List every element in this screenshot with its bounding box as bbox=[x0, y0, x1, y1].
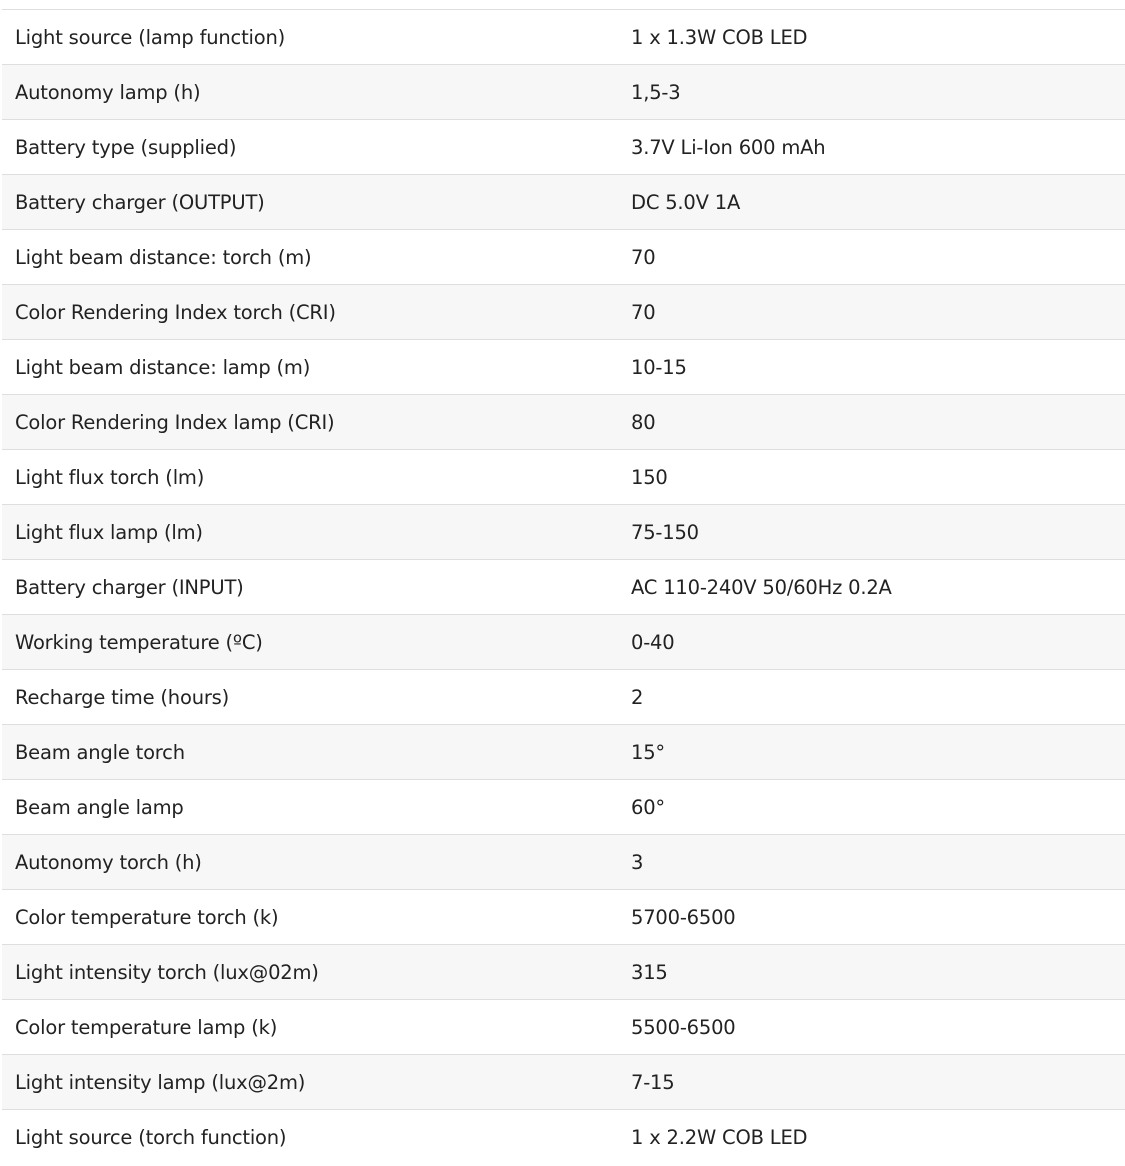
spec-label: Light source (lamp function) bbox=[15, 25, 286, 49]
spec-value: DC 5.0V 1A bbox=[631, 190, 741, 214]
spec-value: 7-15 bbox=[631, 1070, 675, 1094]
table-row bbox=[2, 9, 1125, 64]
spec-label: Beam angle torch bbox=[15, 740, 185, 764]
table-row bbox=[2, 119, 1125, 174]
spec-label: Beam angle lamp bbox=[15, 795, 184, 819]
spec-value: 5500-6500 bbox=[631, 1015, 736, 1039]
spec-label: Color temperature torch (k) bbox=[15, 905, 279, 929]
spec-label: Light beam distance: lamp (m) bbox=[15, 355, 311, 379]
table-row bbox=[2, 614, 1125, 669]
spec-value: 2 bbox=[631, 685, 644, 709]
spec-value: 3 bbox=[631, 850, 644, 874]
spec-value: 10-15 bbox=[631, 355, 687, 379]
table-row bbox=[2, 284, 1125, 339]
spec-value: 1 x 1.3W COB LED bbox=[631, 25, 808, 49]
table-row bbox=[2, 1109, 1125, 1164]
spec-label: Light intensity torch (lux@02m) bbox=[15, 960, 319, 984]
table-row bbox=[2, 834, 1125, 889]
spec-label: Battery charger (INPUT) bbox=[15, 575, 244, 599]
table-row bbox=[2, 64, 1125, 119]
spec-value: 150 bbox=[631, 465, 668, 489]
spec-label: Autonomy lamp (h) bbox=[15, 80, 201, 104]
spec-label: Light flux torch (lm) bbox=[15, 465, 205, 489]
table-row bbox=[2, 779, 1125, 834]
spec-value: 70 bbox=[631, 245, 656, 269]
spec-value: 1,5-3 bbox=[631, 80, 681, 104]
spec-label: Color temperature lamp (k) bbox=[15, 1015, 278, 1039]
table-row bbox=[2, 559, 1125, 614]
spec-value: 80 bbox=[631, 410, 656, 434]
spec-label: Light source (torch function) bbox=[15, 1125, 287, 1149]
spec-value: 15° bbox=[631, 740, 665, 764]
spec-label: Light intensity lamp (lux@2m) bbox=[15, 1070, 306, 1094]
table-row bbox=[2, 339, 1125, 394]
spec-label: Light flux lamp (lm) bbox=[15, 520, 203, 544]
table-row bbox=[2, 669, 1125, 724]
table-row bbox=[2, 1054, 1125, 1109]
spec-value: 315 bbox=[631, 960, 668, 984]
table-row bbox=[2, 889, 1125, 944]
table-row bbox=[2, 394, 1125, 449]
spec-label: Battery type (supplied) bbox=[15, 135, 237, 159]
spec-value: 0-40 bbox=[631, 630, 675, 654]
table-row bbox=[2, 449, 1125, 504]
spec-value: 70 bbox=[631, 300, 656, 324]
spec-label: Color Rendering Index torch (CRI) bbox=[15, 300, 336, 324]
spec-value: AC 110-240V 50/60Hz 0.2A bbox=[631, 575, 892, 599]
table-row bbox=[2, 504, 1125, 559]
spec-label: Battery charger (OUTPUT) bbox=[15, 190, 265, 214]
spec-label: Autonomy torch (h) bbox=[15, 850, 202, 874]
spec-label: Working temperature (ºC) bbox=[15, 630, 263, 654]
spec-label: Light beam distance: torch (m) bbox=[15, 245, 312, 269]
table-row bbox=[2, 174, 1125, 229]
spec-value: 60° bbox=[631, 795, 665, 819]
table-row bbox=[2, 999, 1125, 1054]
spec-value: 1 x 2.2W COB LED bbox=[631, 1125, 808, 1149]
spec-value: 3.7V Li-Ion 600 mAh bbox=[631, 135, 826, 159]
spec-label: Recharge time (hours) bbox=[15, 685, 230, 709]
spec-value: 5700-6500 bbox=[631, 905, 736, 929]
table-row bbox=[2, 944, 1125, 999]
spec-value: 75-150 bbox=[631, 520, 699, 544]
table-row bbox=[2, 229, 1125, 284]
spec-label: Color Rendering Index lamp (CRI) bbox=[15, 410, 335, 434]
table-row bbox=[2, 724, 1125, 779]
